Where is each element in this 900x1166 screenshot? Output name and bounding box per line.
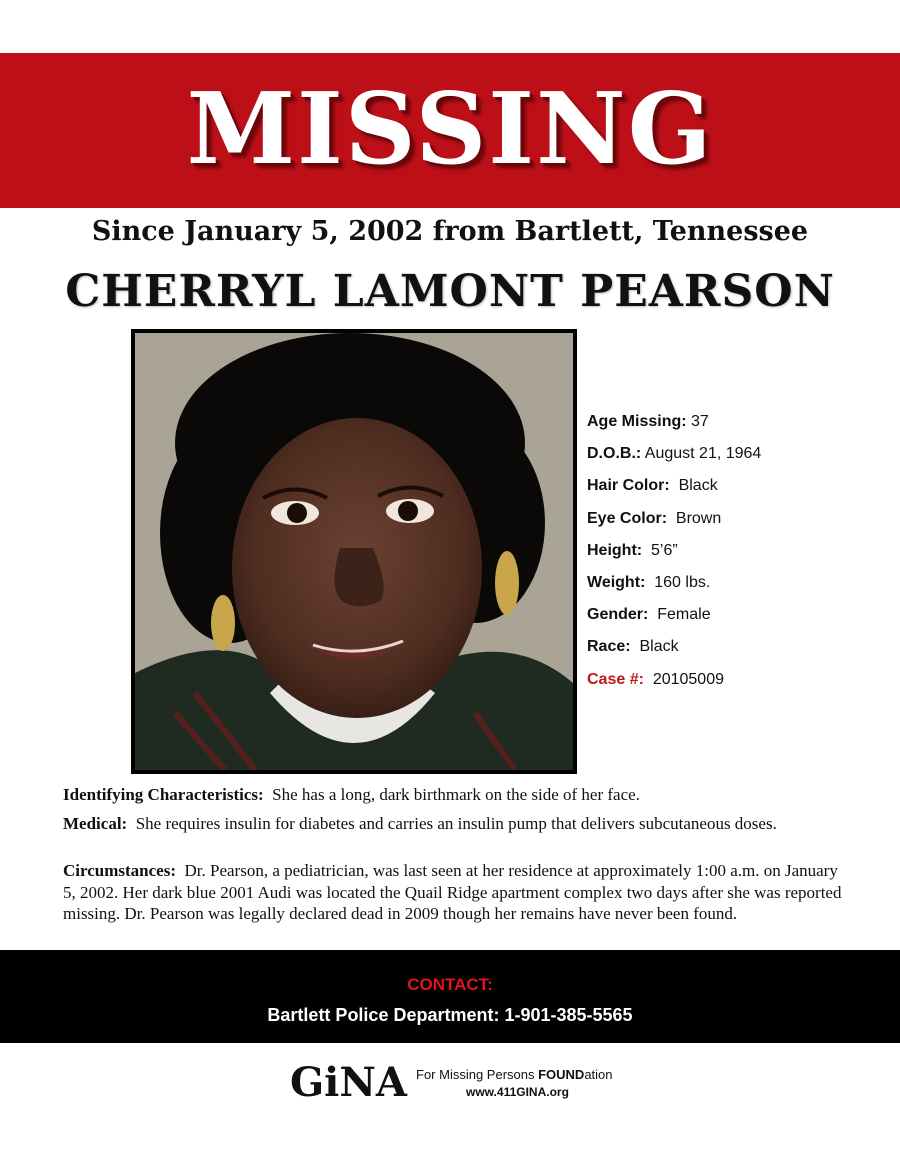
- detail-value: Black: [639, 638, 679, 656]
- circumstances-info: [63, 860, 843, 925]
- circumstances-text: Dr. Pearson, a pediatrician, was last seen at her residence at approximately 1:00 a.m. on January 5, 2002. Her dark blue 2001 Audi was located the Quail Ridge apartment complex two days after she was reported missing. Dr. Pearson was legally declared dead in 2009 though her remains have never been found.: [63, 861, 842, 923]
- missing-banner: [0, 53, 900, 208]
- person-details: [587, 406, 887, 696]
- detail-dob: [587, 438, 887, 470]
- portrait-illustration: [135, 333, 573, 770]
- detail-value: 5’6”: [651, 541, 678, 559]
- banner-title: MISSING: [186, 72, 714, 187]
- identifying-text: She has a long, dark birthmark on the side of her face.: [272, 785, 640, 804]
- medical-label: Medical:: [63, 814, 128, 833]
- detail-label: Gender:: [587, 606, 649, 624]
- detail-label: Age Missing:: [587, 413, 687, 430]
- gina-website: www.411GINA.org: [466, 1085, 569, 1099]
- tagline-found: FOUND: [538, 1067, 585, 1082]
- tagline-prefix: For Missing Persons: [416, 1067, 539, 1082]
- medical-text: She requires insulin for diabetes and carries an insulin pump that delivers subcutaneous doses.: [135, 814, 777, 833]
- identifying-characteristics: [63, 784, 843, 806]
- detail-value: Black: [678, 477, 718, 495]
- detail-hair-color: [587, 470, 887, 502]
- identifying-label: Identifying Characteristics:: [63, 785, 264, 804]
- detail-race: [587, 631, 887, 663]
- contact-label: CONTACT:: [407, 975, 493, 994]
- detail-height: [587, 535, 887, 567]
- detail-label: Eye Color:: [587, 509, 668, 527]
- missing-since-line: Since January 5, 2002 from Bartlett, Tennessee: [91, 216, 809, 247]
- detail-label: D.O.B.:: [587, 445, 642, 463]
- detail-case-number: [587, 664, 887, 696]
- circumstances-label: Circumstances:: [63, 861, 176, 880]
- detail-value: 20105009: [652, 670, 724, 688]
- detail-value: 37: [691, 413, 709, 430]
- detail-label: Race:: [587, 638, 631, 656]
- detail-age: [587, 406, 887, 438]
- detail-gender: [587, 599, 887, 631]
- detail-eye-color: [587, 503, 887, 535]
- detail-value: Female: [657, 606, 711, 624]
- detail-value: 160 lbs.: [654, 574, 711, 592]
- gina-logo-text: GiNA: [290, 1059, 407, 1106]
- detail-label: Height:: [587, 541, 643, 559]
- detail-label: Weight:: [587, 574, 646, 592]
- medical-info: [63, 813, 843, 835]
- contact-bar: [0, 950, 900, 1043]
- tagline-suffix: ation: [584, 1067, 613, 1082]
- contact-phone: Bartlett Police Department: 1-901-385-5565: [267, 1005, 633, 1025]
- portrait-photo: [131, 329, 577, 774]
- detail-label: Hair Color:: [587, 477, 670, 495]
- gina-tagline: [416, 1066, 613, 1084]
- person-name: CHERRYL LAMONT PEARSON: [65, 266, 835, 317]
- detail-weight: [587, 567, 887, 599]
- detail-value: Brown: [675, 509, 722, 527]
- detail-value: August 21, 1964: [644, 445, 762, 463]
- case-number-label: Case #:: [587, 670, 644, 688]
